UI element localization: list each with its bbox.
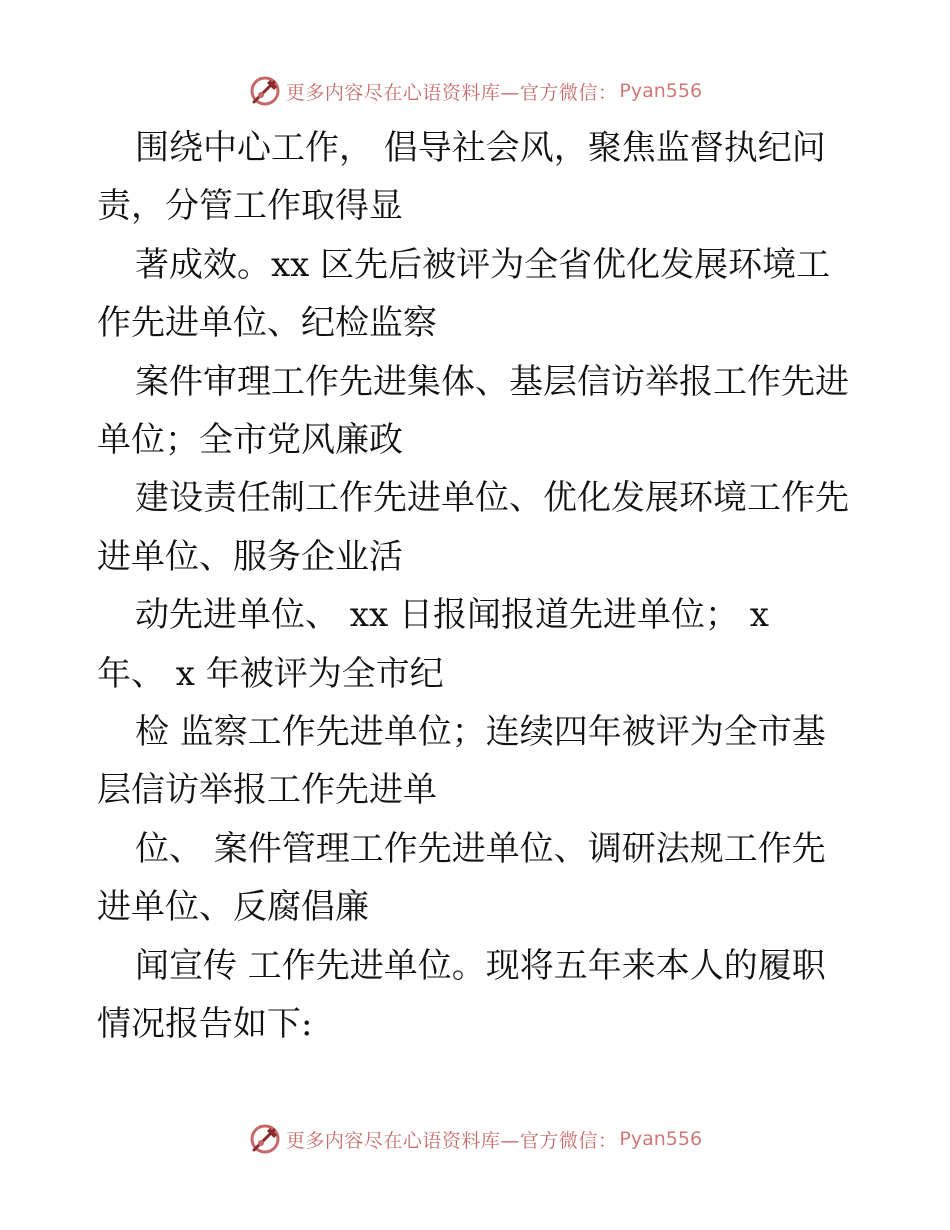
paragraph-line: 检 监察工作先进单位；连续四年被评为全市基 [135, 712, 826, 753]
watermark-footer [0, 1119, 950, 1159]
paragraph-line: 单位；全市党风廉政 [97, 420, 403, 461]
paragraph-line: 闻宣传 工作先进单位。现将五年来本人的履职 [135, 945, 826, 986]
pen-seal-logo-icon [248, 74, 282, 108]
paragraph-line: 进单位、反腐倡廉 [97, 887, 369, 928]
watermark-header [0, 71, 950, 111]
paragraph-line: 著成效。xx 区先后被评为全省优化发展环境工 [135, 244, 831, 285]
pen-seal-logo-icon [248, 1122, 282, 1156]
paragraph-line: 作先进单位、纪检监察 [97, 303, 437, 344]
paragraph-line: 建设责任制工作先进单位、优化发展环境工作先 [135, 478, 849, 519]
document-body [97, 119, 857, 1054]
paragraph-line: 层信访举报工作先进单 [97, 770, 437, 811]
paragraph-line: 动先进单位、 xx 日报闻报道先进单位； x [135, 595, 769, 636]
paragraph-line: 情况报告如下: [97, 1004, 313, 1045]
watermark-contact: Pyan556 [619, 80, 703, 102]
paragraph-line: 进单位、服务企业活 [97, 536, 403, 577]
watermark-text: 更多内容尽在心语资料库—官方微信： [285, 1129, 618, 1152]
watermark-contact: Pyan556 [619, 1128, 703, 1150]
paragraph-line: 位、 案件管理工作先进单位、调研法规工作先 [135, 828, 826, 869]
paragraph-line: 年、 x 年被评为全市纪 [97, 653, 444, 694]
watermark-text: 更多内容尽在心语资料库—官方微信： [285, 81, 618, 104]
paragraph-line: 案件审理工作先进集体、基层信访举报工作先进 [135, 361, 849, 402]
paragraph-line: 围绕中心工作， 倡导社会风，聚焦监督执纪问 [135, 128, 826, 168]
paragraph-line: 责，分管工作取得显 [97, 186, 403, 227]
